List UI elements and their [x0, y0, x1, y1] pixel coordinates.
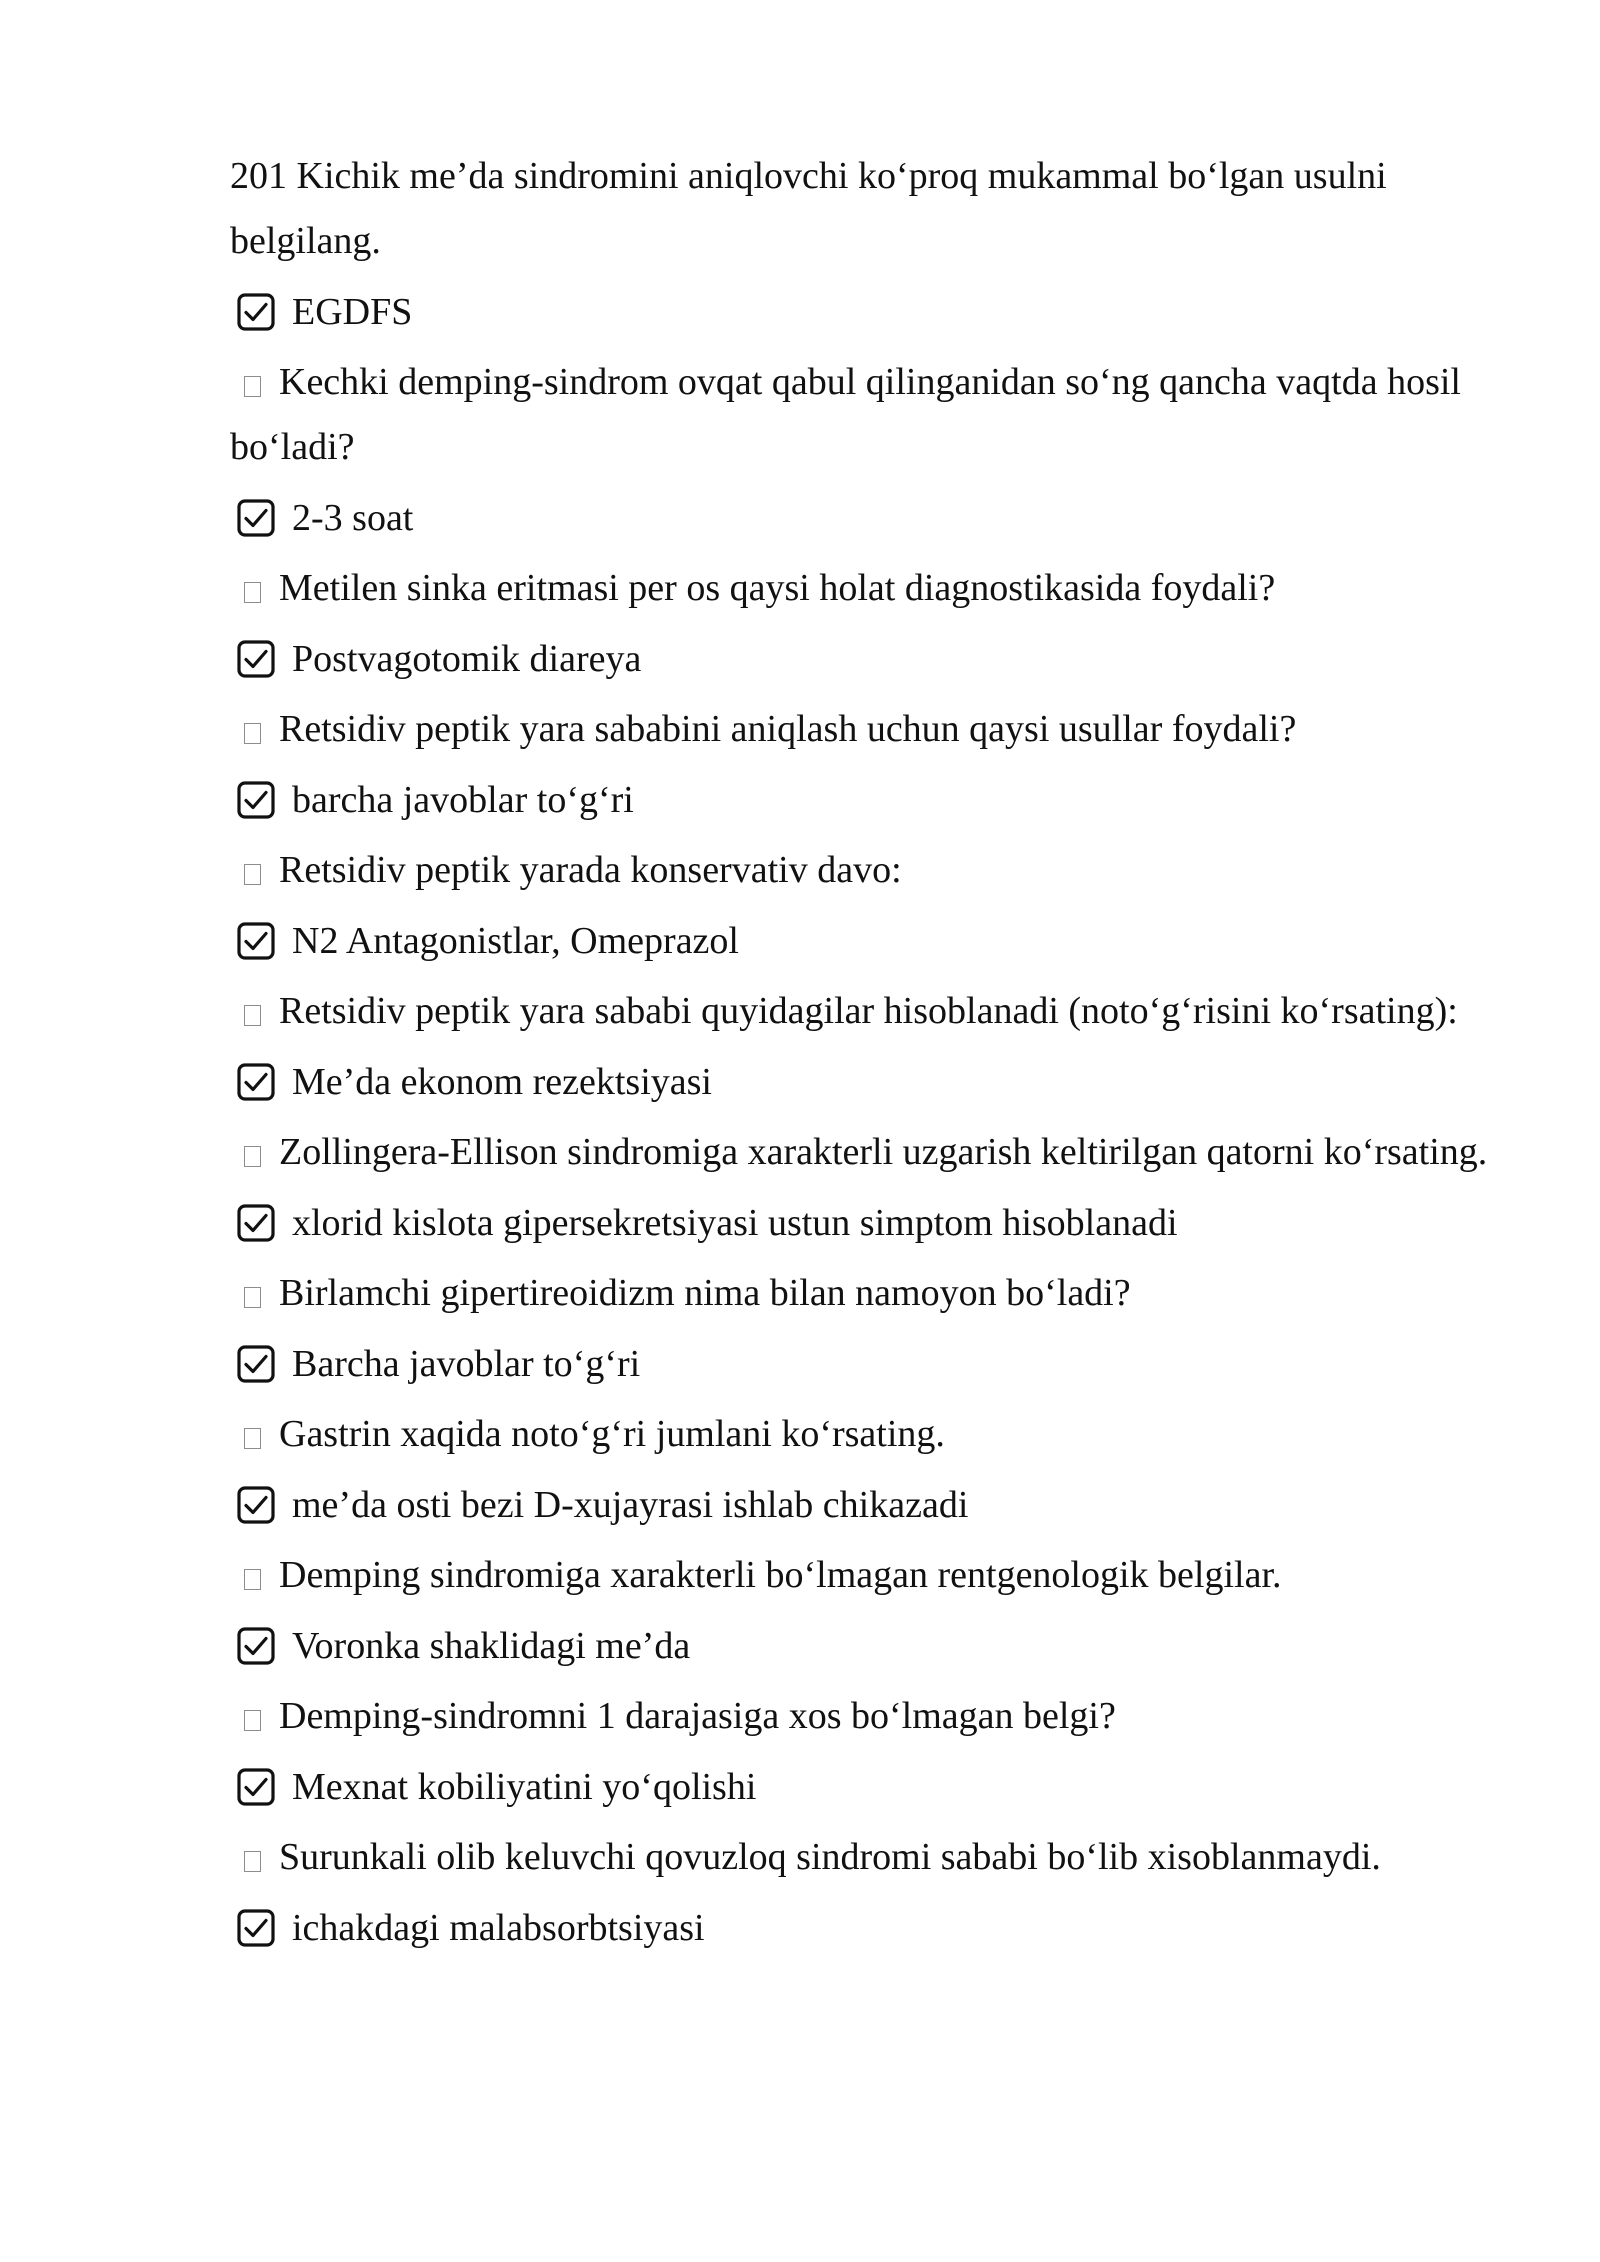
question-8	[230, 1261, 1530, 1326]
checked-box-icon	[236, 639, 276, 679]
question-text: Gastrin xaqida noto‘g‘ri jumlani ko‘rsating.	[279, 1413, 945, 1455]
empty-box-icon	[244, 582, 261, 603]
question-5	[230, 838, 1530, 903]
question-list	[230, 144, 1530, 1966]
answer-1	[230, 280, 1530, 345]
answer-6	[230, 1050, 1530, 1115]
question-text: Surunkali olib keluvchi qovuzloq sindromi sababi bo‘lib xisoblanmaydi.	[279, 1836, 1381, 1878]
answer-12	[230, 1896, 1530, 1961]
answer-text: me’da osti bezi D-xujayrasi ishlab chikazadi	[292, 1483, 969, 1526]
question-1	[230, 144, 1530, 274]
question-text: Retsidiv peptik yara sababi quyidagilar hisoblanadi (noto‘g‘risini ko‘rsating):	[279, 990, 1458, 1032]
empty-box-icon	[244, 864, 261, 885]
answer-text: xlorid kislota gipersekretsiyasi ustun simptom hisoblanadi	[292, 1201, 1178, 1244]
question-4	[230, 697, 1530, 762]
answer-text: ichakdagi malabsorbtsiyasi	[292, 1906, 705, 1949]
question-11	[230, 1684, 1530, 1749]
empty-box-icon	[244, 376, 261, 397]
question-text: Retsidiv peptik yarada konservativ davo:	[279, 849, 902, 891]
empty-box-icon	[244, 1428, 261, 1449]
answer-text: Mexnat kobiliyatini yo‘qolishi	[292, 1765, 757, 1808]
answer-text: 2-3 soat	[292, 496, 414, 539]
checked-box-icon	[236, 498, 276, 538]
question-text: Demping sindromiga xarakterli bo‘lmagan rentgenologik belgilar.	[279, 1554, 1282, 1596]
answer-text: Me’da ekonom rezektsiyasi	[292, 1060, 712, 1103]
checked-box-icon	[236, 921, 276, 961]
checked-box-icon	[236, 1485, 276, 1525]
checked-box-icon	[236, 1344, 276, 1384]
checked-box-icon	[236, 1062, 276, 1102]
question-text: Retsidiv peptik yara sababini aniqlash uchun qaysi usullar foydali?	[279, 708, 1297, 750]
empty-box-icon	[244, 1287, 261, 1308]
question-2	[230, 350, 1530, 480]
answer-5	[230, 909, 1530, 974]
empty-box-icon	[244, 1569, 261, 1590]
checked-box-icon	[236, 1626, 276, 1666]
answer-2	[230, 486, 1530, 551]
question-7	[230, 1120, 1530, 1185]
question-text: Zollingera-Ellison sindromiga xarakterli uzgarish keltirilgan qatorni ko‘rsating.	[279, 1131, 1488, 1173]
empty-box-icon	[244, 1851, 261, 1872]
answer-text: EGDFS	[292, 290, 413, 333]
answer-text: N2 Antagonistlar, Omeprazol	[292, 919, 739, 962]
answer-text: Postvagotomik diareya	[292, 637, 642, 680]
answer-11	[230, 1755, 1530, 1820]
question-text: Kechki demping-sindrom ovqat qabul qilinganidan so‘ng qancha vaqtda hosil bo‘ladi?	[230, 361, 1461, 468]
answer-4	[230, 768, 1530, 833]
question-6	[230, 979, 1530, 1044]
question-text: Metilen sinka eritmasi per os qaysi holat diagnostikasida foydali?	[279, 567, 1276, 609]
answer-text: Voronka shaklidagi me’da	[292, 1624, 691, 1667]
checked-box-icon	[236, 1203, 276, 1243]
question-12	[230, 1825, 1530, 1890]
question-text: Birlamchi gipertireoidizm nima bilan namoyon bo‘ladi?	[279, 1272, 1131, 1314]
checked-box-icon	[236, 1767, 276, 1807]
empty-box-icon	[244, 723, 261, 744]
question-10	[230, 1543, 1530, 1608]
question-text: Demping-sindromni 1 darajasiga xos bo‘lmagan belgi?	[279, 1695, 1116, 1737]
question-text: 201 Kichik me’da sindromini aniqlovchi ko‘proq mukammal bo‘lgan usulni belgilang.	[230, 155, 1387, 262]
answer-7	[230, 1191, 1530, 1256]
empty-box-icon	[244, 1710, 261, 1731]
empty-box-icon	[244, 1146, 261, 1167]
checked-box-icon	[236, 1908, 276, 1948]
answer-text: barcha javoblar to‘g‘ri	[292, 778, 634, 821]
question-3	[230, 556, 1530, 621]
answer-text: Barcha javoblar to‘g‘ri	[292, 1342, 641, 1385]
answer-8	[230, 1332, 1530, 1397]
answer-9	[230, 1473, 1530, 1538]
checked-box-icon	[236, 292, 276, 332]
question-9	[230, 1402, 1530, 1467]
answer-3	[230, 627, 1530, 692]
checked-box-icon	[236, 780, 276, 820]
answer-10	[230, 1614, 1530, 1679]
empty-box-icon	[244, 1005, 261, 1026]
